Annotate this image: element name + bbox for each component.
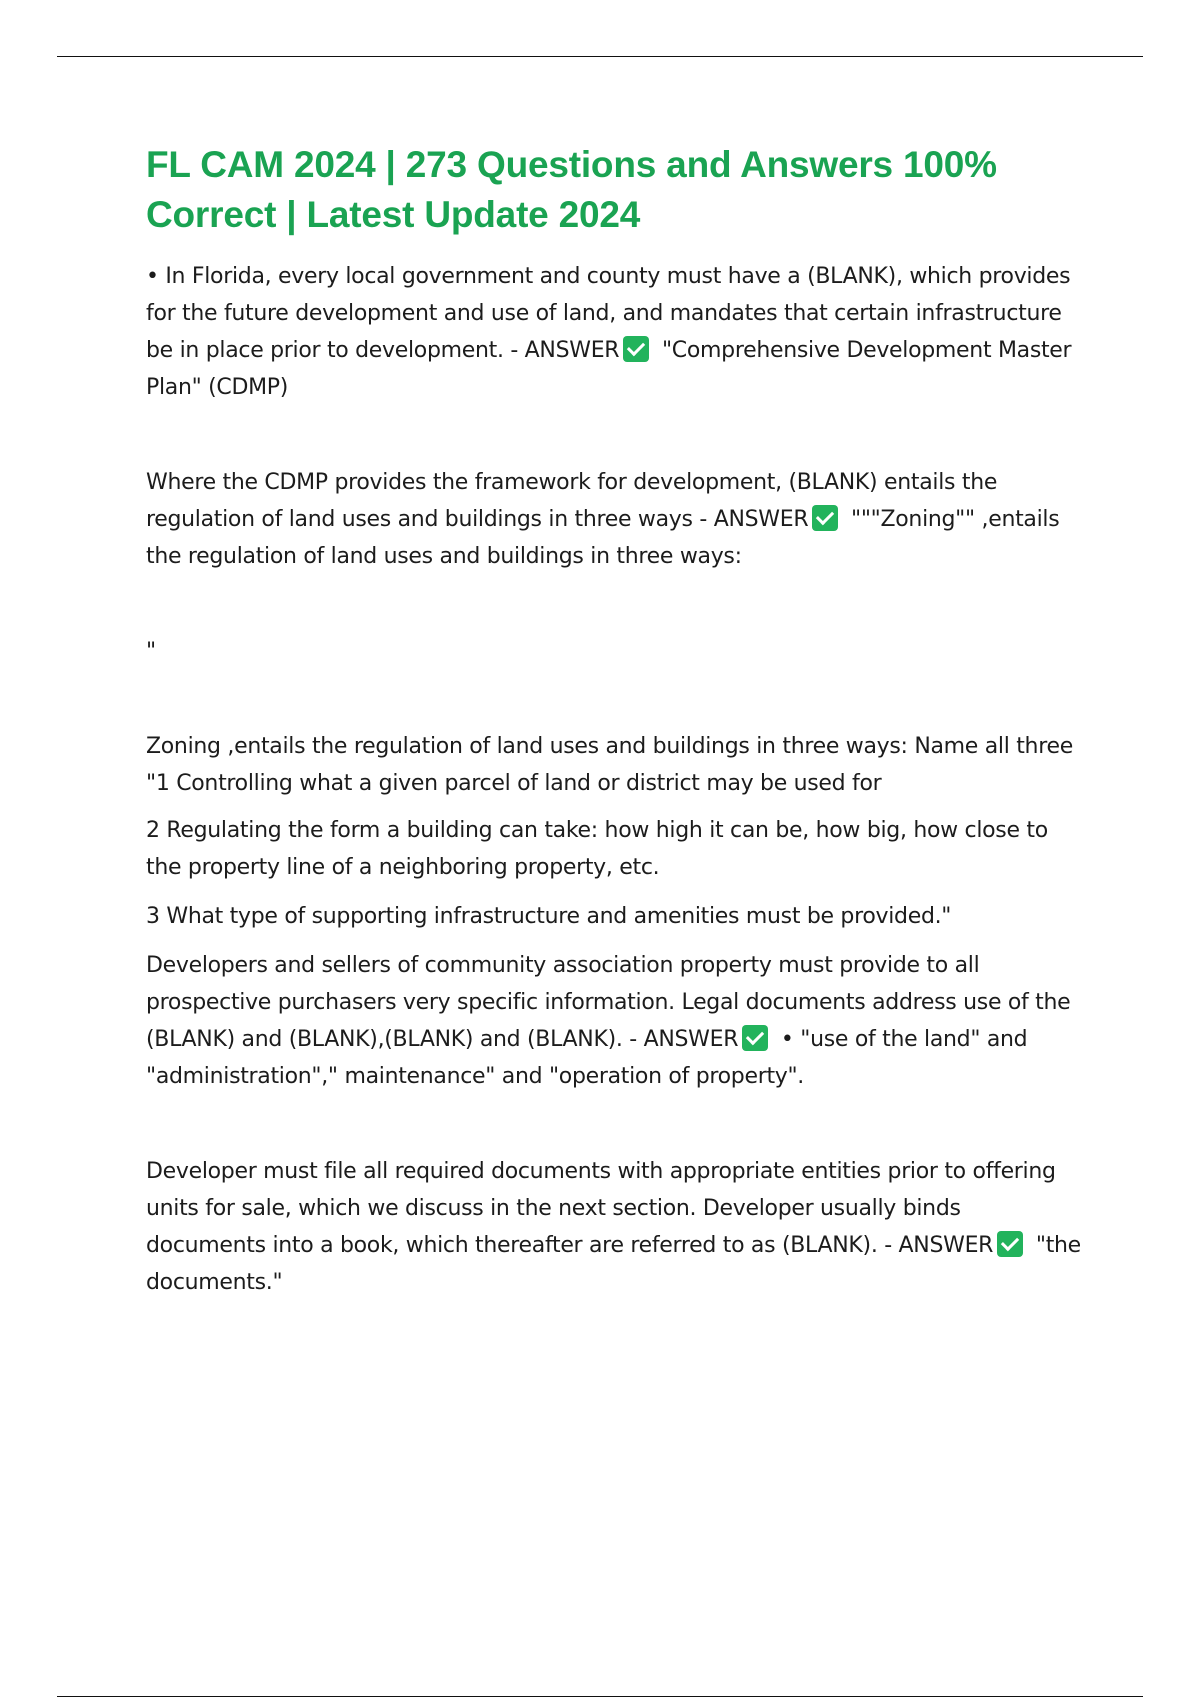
question-text: Developer must file all required documents with appropriate entities prior to offering units for sale, which we discuss in the next section. Developer usually binds documents into a book, which thereafter are referred to as (BLANK). - ANSWER <box>146 1159 1056 1258</box>
qa-item-5 <box>146 1153 1086 1301</box>
answer-text: "Comprehensive Development Master Plan" (CDMP) <box>146 338 1072 400</box>
check-mark-icon <box>997 1231 1023 1257</box>
top-divider <box>57 56 1143 57</box>
qa-item-4 <box>146 947 1086 1095</box>
document-title <box>146 140 1086 240</box>
title-line-2: Correct | Latest Update 2024 <box>146 194 641 235</box>
list-item-3: 3 What type of supporting infrastructure and amenities must be provided." <box>146 904 952 929</box>
question-text: Zoning ,entails the regulation of land uses and buildings in three ways: Name all three "1 Controlling what a given parcel of land or district may be used for <box>146 734 1073 796</box>
check-mark-icon <box>742 1025 768 1051</box>
list-item-2: 2 Regulating the form a building can take: how high it can be, how big, how close to the property line of a neighboring property, etc. <box>146 818 1048 880</box>
check-mark-icon <box>812 505 838 531</box>
qa-item-1 <box>146 258 1086 406</box>
document-body <box>146 140 1086 1301</box>
question-text: • In Florida, every local government and county must have a (BLANK), which provides for the future development and use of land, and mandates that certain infrastructure be in place prior to development. - ANSWER <box>146 264 1071 363</box>
answer-text: "the documents." <box>146 1233 1081 1295</box>
answer-text: • "use of the land" and "administration"," maintenance" and "operation of property". <box>146 1027 1028 1089</box>
qa-item-3 <box>146 728 1086 802</box>
answer-text: """Zoning"" ,entails the regulation of land uses and buildings in three ways: <box>146 507 1060 569</box>
title-line-1: FL CAM 2024 | 273 Questions and Answers 100% <box>146 144 997 185</box>
question-text: Developers and sellers of community association property must provide to all prospective purchasers very specific information. Legal documents address use of the (BLANK) and (BLANK),(BLANK) and (BLANK). - ANSWER <box>146 953 1071 1052</box>
question-text: Where the CDMP provides the framework for development, (BLANK) entails the regulation of land uses and buildings in three ways - ANSWER <box>146 470 998 532</box>
check-mark-icon <box>623 336 649 362</box>
qa-item-2 <box>146 464 1086 575</box>
stray-quote-line: " <box>146 639 156 664</box>
bottom-divider <box>57 1696 1143 1697</box>
